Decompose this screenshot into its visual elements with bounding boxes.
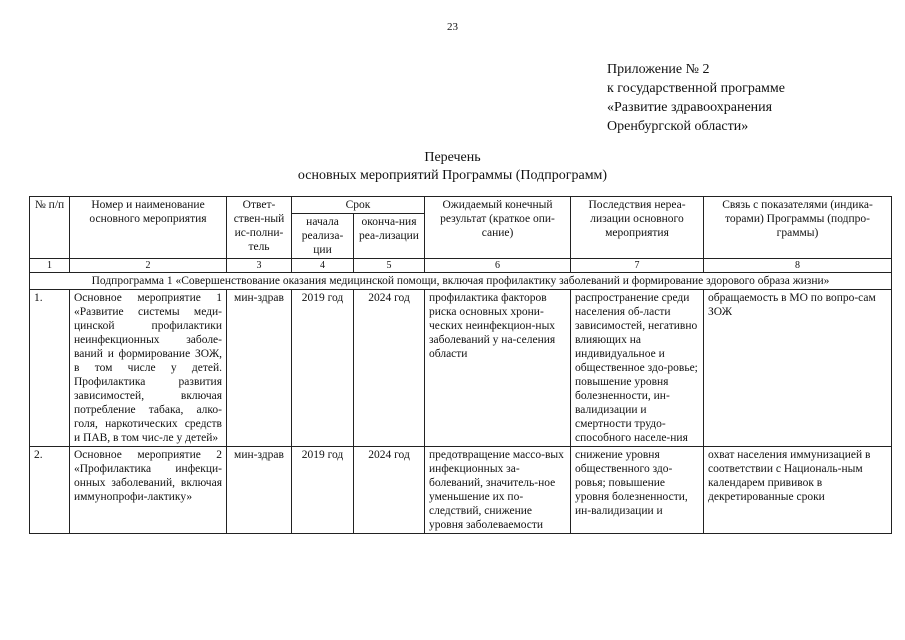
row-name: Основное мероприятие 1 «Развитие системы меди-цинской профилактики неинфекционных заболе-ваний и формирование ЗОЖ, в том числе у детей. Профилактика развития зависимостей, включая потребление табака, алко-голя, наркотических средств и ПАВ, в том чис-ле у детей» [70, 290, 227, 447]
row-responsible: мин-здрав [227, 290, 292, 447]
subprogram-title: Подпрограмма 1 «Совершенствование оказания медицинской помощи, включая профилактику заболеваний и формирование здорового образа жизни» [30, 273, 892, 290]
row-link: обращаемость в МО по вопро-сам ЗОЖ [704, 290, 892, 447]
subprogram-row [30, 273, 892, 290]
column-number: 2 [70, 259, 227, 273]
row-end: 2024 год [354, 447, 425, 534]
column-number: 7 [571, 259, 704, 273]
header-row [30, 197, 892, 214]
table-row [30, 447, 892, 534]
column-number: 6 [425, 259, 571, 273]
column-number: 1 [30, 259, 70, 273]
appendix-line: «Развитие здравоохранения [607, 100, 773, 115]
column-number: 8 [704, 259, 892, 273]
header-start: начала реализа-ции [292, 214, 354, 259]
row-result: профилактика факторов риска основных хрони-ческих неинфекцион-ных заболеваний у на-селения области [425, 290, 571, 447]
activities-table [29, 196, 892, 534]
row-result: предотвращение массо-вых инфекционных за-болеваний, значитель-ное уменьшение их по-следствий, снижение уровня заболеваемости [425, 447, 571, 534]
header-end: оконча-ния реа-лизации [354, 214, 425, 259]
header-name: Номер и наименование основного мероприятия [70, 197, 227, 259]
header-consequences: Последствия нереа-лизации основного мероприятия [571, 197, 704, 259]
row-end: 2024 год [354, 290, 425, 447]
row-consequences: распространение среди населения об-ласти зависимостей, негативно влияющих на индивидуальное и общественное здо-ровье; повышение уровня болезненности, ин-валидизации и смертности трудо-способного населе-ния [571, 290, 704, 447]
header-link: Связь с показателями (индика-торами) Программы (подпро-граммы) [704, 197, 892, 259]
column-number: 4 [292, 259, 354, 273]
column-number: 3 [227, 259, 292, 273]
appendix-note [607, 60, 785, 136]
header-result: Ожидаемый конечный результат (краткое опи-сание) [425, 197, 571, 259]
title-line-1: Перечень [424, 150, 481, 165]
row-start: 2019 год [292, 290, 354, 447]
header-responsible: Ответ-ствен-ный ис-полни-тель [227, 197, 292, 259]
row-num: 2. [30, 447, 70, 534]
row-responsible: мин-здрав [227, 447, 292, 534]
row-link: охват населения иммунизацией в соответствии с Националь-ным календарем прививок в декретированные сроки [704, 447, 892, 534]
row-name: Основное мероприятие 2 «Профилактика инфекци-онных заболеваний, включая иммунопрофи-лактику» [70, 447, 227, 534]
table-row [30, 290, 892, 447]
document-title [0, 149, 905, 185]
row-start: 2019 год [292, 447, 354, 534]
row-num: 1. [30, 290, 70, 447]
appendix-line: Приложение № 2 [607, 62, 710, 77]
page-number: 23 [447, 21, 458, 33]
column-number: 5 [354, 259, 425, 273]
column-numbers-row [30, 259, 892, 273]
title-line-2: основных мероприятий Программы (Подпрограмм) [297, 168, 608, 183]
appendix-line: к государственной программе [607, 81, 785, 96]
row-consequences: снижение уровня общественного здо-ровья; повышение уровня болезненности, ин-валидизации и [571, 447, 704, 534]
appendix-line: Оренбургской области» [607, 119, 749, 134]
header-num: № п/п [30, 197, 70, 259]
header-term: Срок [292, 197, 425, 214]
